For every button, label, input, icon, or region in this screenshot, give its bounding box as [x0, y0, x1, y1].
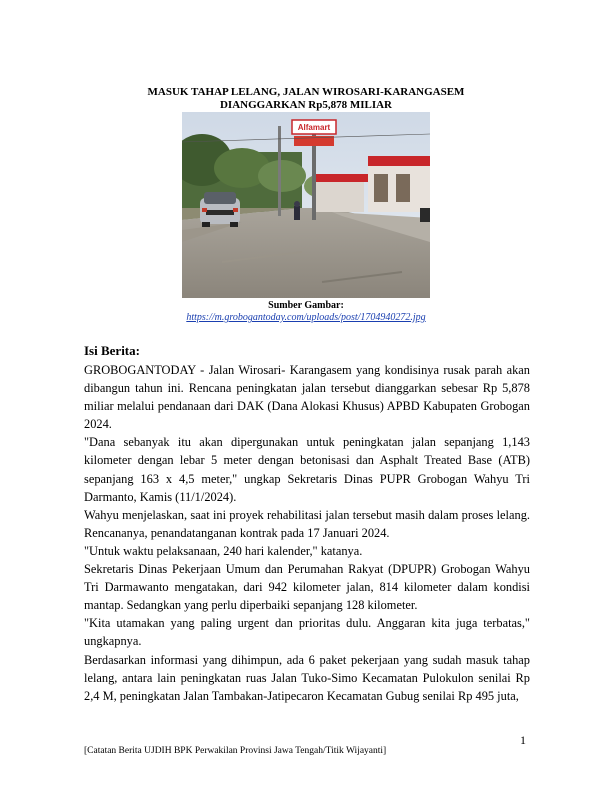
paragraph: Wahyu menjelaskan, saat ini proyek rehabilitasi jalan tersebut masih dalam proses lelang. Rencananya, penandatanganan kontrak pada 17 Januari 2024.	[84, 507, 530, 540]
article-body	[84, 361, 530, 705]
page-number: 1	[520, 733, 526, 747]
image-source-label: Sumber Gambar:	[268, 300, 344, 311]
article-photo	[182, 112, 430, 298]
paragraph: "Dana sebanyak itu akan dipergunakan untuk peningkatan jalan sepanjang 1,143 kilometer dengan lebar 5 meter dengan betonisasi dan Asphalt Treated Base (ATB) sepanjang 163 x 4,5 meter," ungkap Sekretaris Dinas PUPR Grobogan Wahyu Tri Darmanto, Kamis (11/1/2024).	[84, 435, 530, 504]
paragraph: Sekretaris Dinas Pekerjaan Umum dan Perumahan Rakyat (DPUPR) Grobogan Wahyu Tri Darmawanto mengatakan, dari 942 kilometer jalan, 814 kilometer dalam kondisi mantap. Sedangkan yang perlu diperbaiki sepanjang 128 kilometer.	[84, 562, 530, 613]
article-title-line-2: DIANGGARKAN Rp5,878 MILIAR	[219, 99, 393, 111]
paragraph: "Kita utamakan yang paling urgent dan prioritas dulu. Anggaran kita juga terbatas," ungkapnya.	[84, 616, 530, 649]
article-title	[80, 86, 532, 112]
paragraph: GROBOGANTODAY - Jalan Wirosari- Karangasem yang kondisinya rusak parah akan dibangun tahun ini. Rencana peningkatan jalan tersebut dianggarkan sebesar Rp 5,878 miliar melalui pendanaan dari DAK (Dana Alokasi Khusus) APBD Kabupaten Grobogan 2024.	[84, 363, 530, 432]
page-footer: [Catatan Berita UJDIH BPK Perwakilan Provinsi Jawa Tengah/Titik Wijayanti]	[84, 746, 387, 756]
image-caption	[80, 300, 532, 324]
shop-sign-text: Alfamart	[297, 123, 331, 132]
paragraph: "Untuk waktu pelaksanaan, 240 hari kalender," katanya.	[84, 543, 363, 558]
section-heading: Isi Berita:	[84, 343, 140, 358]
street-scene-image	[182, 112, 430, 298]
image-source-link[interactable]: https://m.grobogantoday.com/uploads/post/1704940272.jpg	[186, 312, 426, 323]
paragraph: Berdasarkan informasi yang dihimpun, ada 6 paket pekerjaan yang sudah masuk tahap lelang, antara lain peningkatan ruas Jalan Tuko-Simo Kecamatan Pulokulon senilai Rp 2,4 M, peningkatan Jalan Tambakan-Jatipecaron Kecamatan Gubug senilai Rp 495 juta,	[84, 652, 530, 703]
article-title-line-1: MASUK TAHAP LELANG, JALAN WIROSARI-KARANGASEM	[147, 86, 465, 98]
